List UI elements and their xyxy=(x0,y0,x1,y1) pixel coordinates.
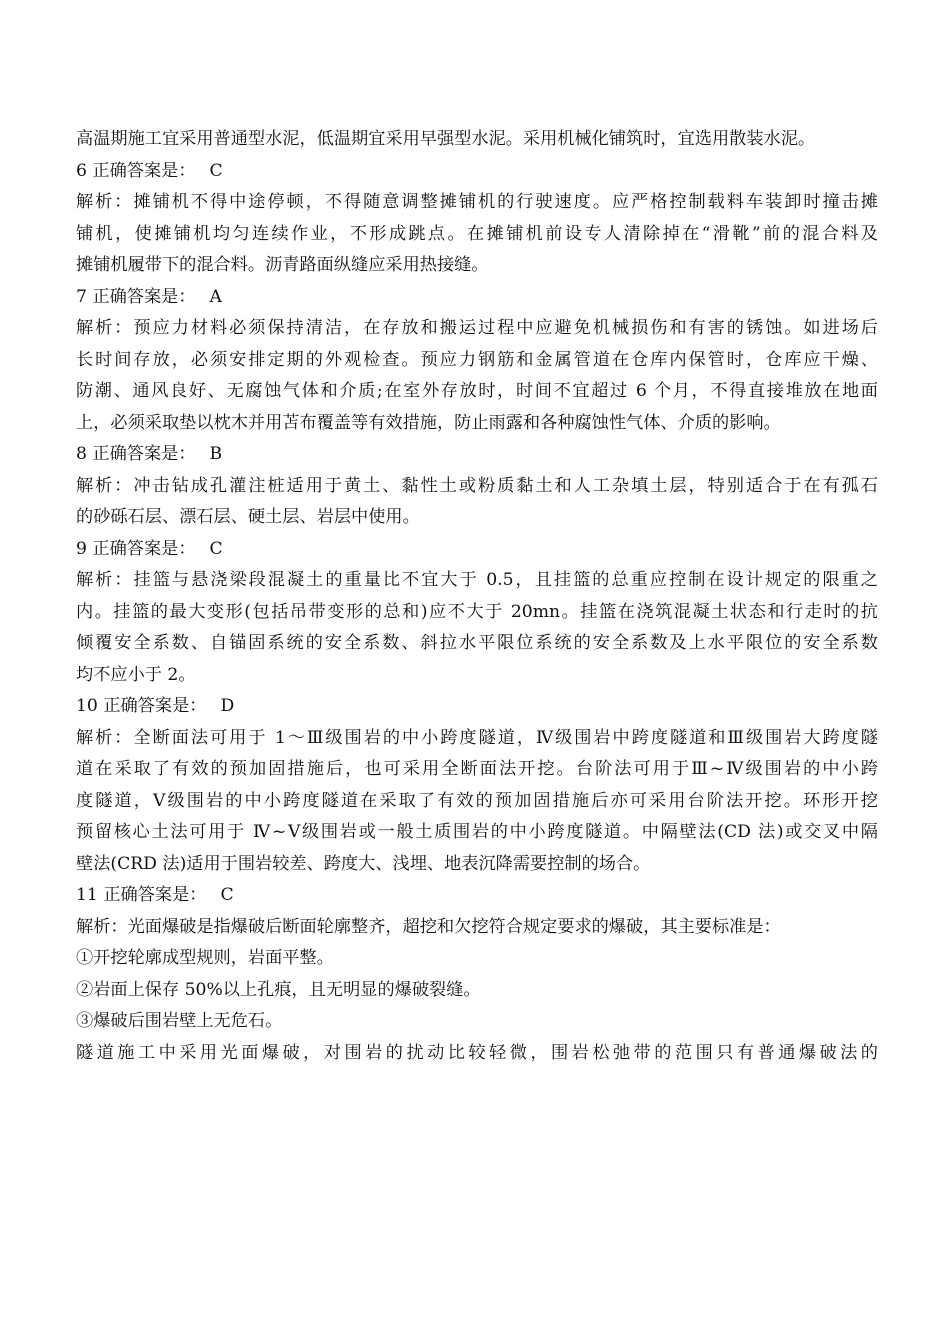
intro-line: 高温期施工宜采用普通型水泥，低温期宜采用早强型水泥。采用机械化铺筑时，宜选用散装水泥。 xyxy=(76,129,816,149)
analysis-line: 道在采取了有效的预加固措施后，也可采用全断面法开挖。台阶法可用于Ⅲ~Ⅳ级围岩的中小跨 xyxy=(76,759,878,779)
answer-line-7 xyxy=(76,282,878,314)
analysis-line: 均不应小于 2。 xyxy=(76,664,196,685)
answer-label: 10 正确答案是： xyxy=(76,696,207,716)
analysis-line: 解析：挂篮与悬浇梁段混凝土的重量比不宜大于 0.5，且挂篮的总重应控制在设计规定的限重之 xyxy=(76,570,878,590)
analysis-line: 解析：预应力材料必须保持清洁，在存放和搬运过程中应避免机械损伤和有害的锈蚀。如进场后 xyxy=(76,318,878,338)
analysis-line: 壁法(CRD 法)适用于围岩较差、跨度大、浅埋、地表沉降需要控制的场合。 xyxy=(76,853,651,874)
criteria-item-2: ②岩面上保存 50%以上孔痕，且无明显的爆破裂缝。 xyxy=(76,979,481,1000)
analysis-line: 倾覆安全系数、自锚固系统的安全系数、斜拉水平限位系统的安全系数及上水平限位的安全系数 xyxy=(76,633,878,653)
answer-letter: A xyxy=(209,286,222,307)
answer-label: 11 正确答案是： xyxy=(76,885,207,905)
answer-letter: D xyxy=(220,696,235,716)
analysis-line: 解析：光面爆破是指爆破后断面轮廓整齐，超挖和欠挖符合规定要求的爆破，其主要标准是： xyxy=(76,916,781,937)
analysis-line: 防潮、通风良好、无腐蚀气体和介质;在室外存放时，时间不宜超过 6 个月，不得直接堆放在地面 xyxy=(76,381,878,401)
answer-letter: B xyxy=(209,444,223,464)
analysis-line: 解析：摊铺机不得中途停顿，不得随意调整摊铺机的行驶速度。应严格控制载料车装卸时撞击摊 xyxy=(76,192,878,212)
answer-label: 9 正确答案是： xyxy=(76,538,196,559)
analysis-line: 解析：冲击钻成孔灌注桩适用于黄土、黏性土或粉质黏土和人工杂填土层，特别适合于在有孤石 xyxy=(76,475,878,496)
answer-line-6 xyxy=(76,156,878,188)
analysis-line: 长时间存放，必须安排定期的外观检查。预应力钢筋和金属管道在仓库内保管时，仓库应干燥、 xyxy=(76,349,878,370)
analysis-line: 上，必须采取垫以枕木并用苫布覆盖等有效措施，防止雨露和各种腐蚀性气体、介质的影响。 xyxy=(76,412,781,433)
analysis-line: 摊铺机履带下的混合料。沥青路面纵缝应采用热接缝。 xyxy=(76,255,489,275)
answer-label: 6 正确答案是： xyxy=(76,160,196,181)
criteria-item-1: ①开挖轮廓成型规则，岩面平整。 xyxy=(76,948,334,968)
answer-line-9 xyxy=(76,534,878,566)
analysis-line: 预留核心土法可用于 Ⅳ~Ⅴ级围岩或一般土质围岩的中小跨度隧道。中隔壁法(CD 法)或交叉中隔 xyxy=(76,822,878,842)
answer-letter: C xyxy=(209,538,223,559)
answer-label: 8 正确答案是： xyxy=(76,444,196,464)
analysis-line: 隧道施工中采用光面爆破，对围岩的扰动比较轻微，围岩松弛带的范围只有普通爆破法的 xyxy=(76,1042,878,1063)
answer-line-10 xyxy=(76,691,878,723)
analysis-line: 内。挂篮的最大变形(包括吊带变形的总和)应不大于 20mn。挂篮在浇筑混凝土状态和行走时的抗 xyxy=(76,601,878,622)
answer-label: 7 正确答案是： xyxy=(76,286,196,307)
analysis-line: 度隧道，Ⅴ级围岩的中小跨度隧道在采取了有效的预加固措施后亦可采用台阶法开挖。环形开挖 xyxy=(76,790,878,811)
analysis-line: 解析：全断面法可用于 1～Ⅲ级围岩的中小跨度隧道，Ⅳ级围岩中跨度隧道和Ⅲ级围岩大跨度隧 xyxy=(76,727,878,748)
answer-letter: C xyxy=(220,885,234,905)
analysis-line: 铺机，使摊铺机均匀连续作业，不形成跳点。在摊铺机前设专人清除掉在“滑靴”前的混合料及 xyxy=(76,223,878,244)
answer-letter: C xyxy=(209,160,223,181)
answer-line-8 xyxy=(76,439,878,471)
analysis-line: 的砂砾石层、漂石层、硬土层、岩层中使用。 xyxy=(76,507,420,527)
criteria-item-3: ③爆破后围岩壁上无危石。 xyxy=(76,1011,283,1031)
document-body xyxy=(76,124,878,1069)
answer-line-11 xyxy=(76,880,878,912)
